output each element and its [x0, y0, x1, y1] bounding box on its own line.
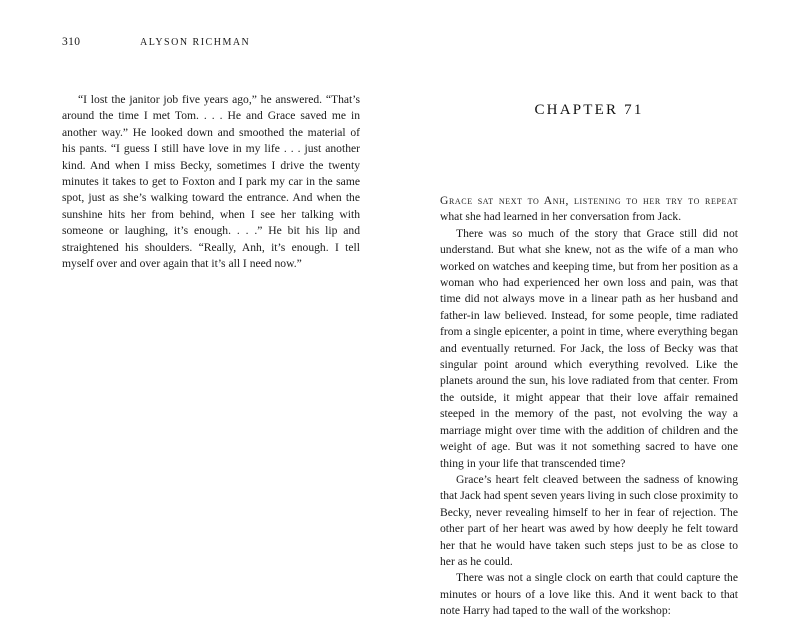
- left-page: [0, 0, 400, 600]
- paragraph: “I lost the janitor job five years ago,” he answered. “That’s around the time I met Tom. . . . He and Grace saved me in another way.” He looked down and smoothed the material of his pants. “I guess I still have love in my life . . . just another kind. And when I miss Becky, sometimes I drive the twenty minutes it takes to get to Foxton and I park my car in the same spot, just as she’s walking toward the entrance. And when the sunshine hits her from behind, when I see her talking with someone or laughing, it’s enough. . . .” He bit his lip and straightened his shoulders. “Really, Anh, it’s enough. I tell myself over and over again that it’s all I need now.”: [62, 93, 360, 271]
- opening-remainder: what she had learned in her conversation from Jack.: [440, 210, 682, 224]
- page-gutter: [399, 0, 401, 600]
- running-head-author: ALYSON RICHMAN: [140, 37, 251, 48]
- paragraph: There was so much of the story that Grace still did not understand. But what she knew, not as the wife of a man who worked on watches and keeping time, but from her position as a woman who had experienced her own loss and pain, was that time did not always move in a linear path as her husband and father-in law believed. Instead, for some people, time radiated from a single epicenter, a point in time, where everything began and eventually returned. For Jack, the loss of Becky was that singular point around which everything revolved. Like the planets around the sun, his love radiated from that center. From the outside, it might appear that their love affair remained steeped in the memory of the past, not evolving the way a marriage might over time with the addition of children and the weight of age. But was it not something sacred to have one thing in your life that transcended time?: [440, 226, 738, 470]
- right-page-body: [440, 193, 738, 620]
- page-number: 310: [62, 36, 81, 48]
- running-head-left: [62, 36, 360, 54]
- right-page: [400, 0, 800, 618]
- paragraph: There was not a single clock on earth that could capture the minutes or hours of a love like this. And it went back to that note Harry had taped to the wall of the workshop:: [440, 571, 738, 618]
- opening-small-caps: Grace sat next to Anh, listening to her try to repeat: [440, 194, 738, 207]
- chapter-title: CHAPTER 71: [534, 102, 644, 118]
- chapter-opening-paragraph: [440, 193, 738, 226]
- paragraph: Grace’s heart felt cleaved between the sadness of knowing that Jack had spent seven years living in such close proximity to Becky, never revealing himself to her in fear of rejection. The other part of her heart was awed by how deeply he felt toward her that he would have taken such steps just to be as close to her as he could.: [440, 472, 738, 568]
- left-page-body: [62, 92, 360, 272]
